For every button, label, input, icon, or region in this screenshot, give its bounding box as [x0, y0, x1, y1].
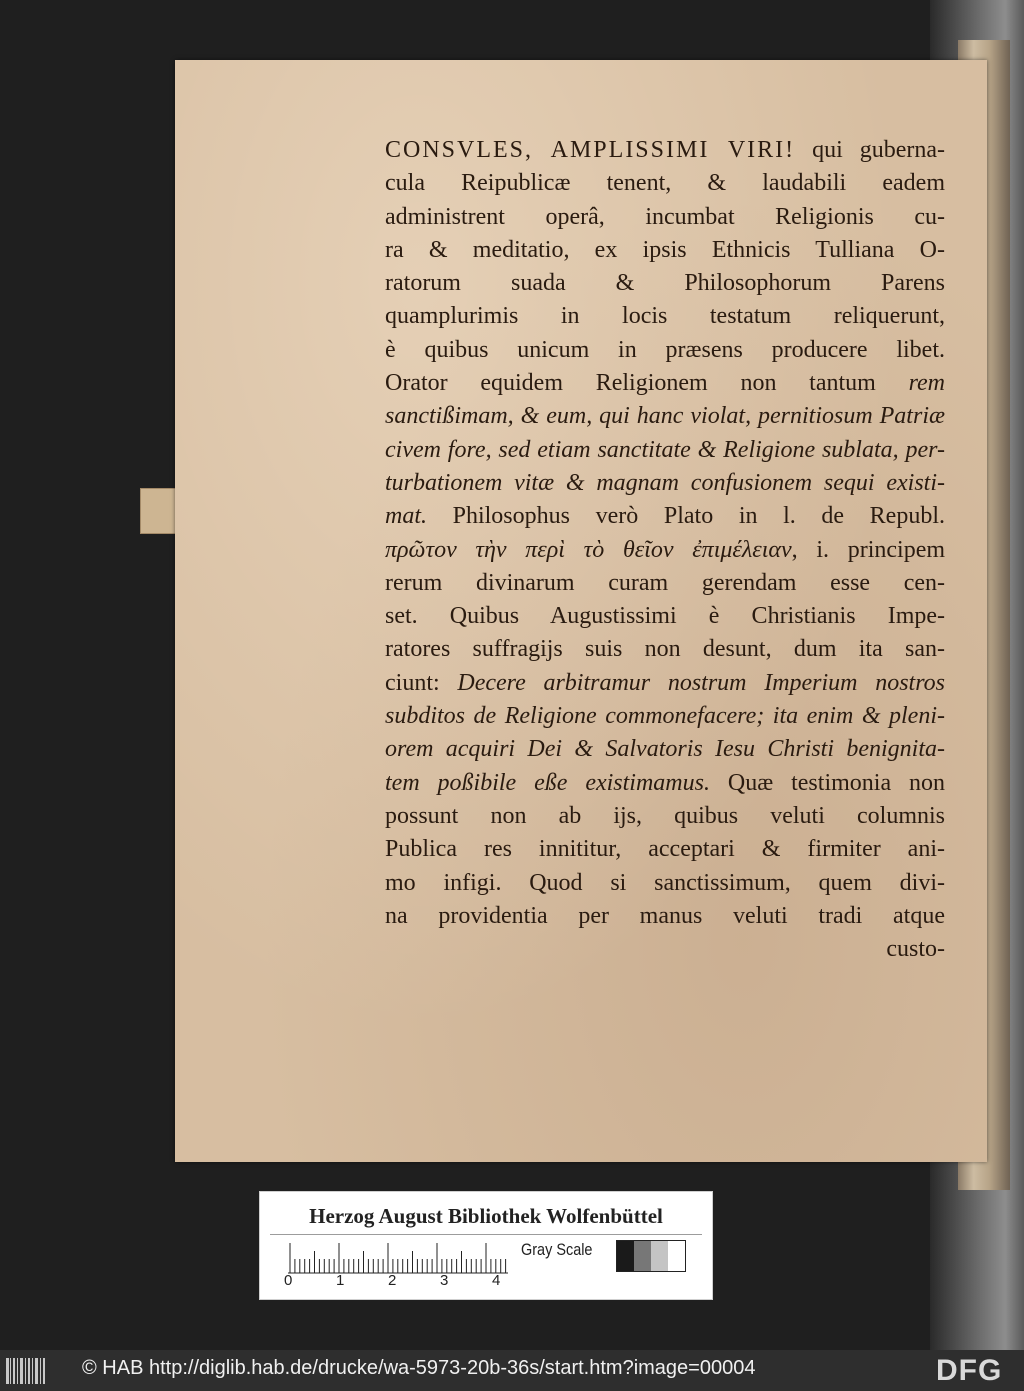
card-divider — [270, 1234, 702, 1235]
text-segment: Quæ testimonia non — [709, 769, 945, 796]
copyright-url[interactable]: © HAB http://diglib.hab.de/drucke/wa-5973-20b-36s/start.htm?image=00004 — [82, 1357, 756, 1379]
text-segment: Orator equidem Religionem non tantum — [385, 370, 909, 397]
gray-swatch — [668, 1241, 685, 1271]
ruler-number: 4 — [492, 1272, 501, 1289]
barcode-bar — [43, 1358, 45, 1384]
barcode-bar — [17, 1358, 18, 1384]
text-segment: turbationem vitæ & magnam confusionem sequi existi- — [385, 469, 945, 496]
barcode-bar — [25, 1358, 26, 1384]
text-line — [385, 767, 945, 800]
dfg-logo: DFG — [936, 1354, 1003, 1387]
text-segment: custo- — [886, 936, 945, 963]
barcode-icon — [6, 1358, 46, 1384]
footer-bar — [0, 1350, 1024, 1391]
ruler — [288, 1240, 508, 1274]
text-line — [385, 633, 945, 666]
text-segment: mat. — [385, 503, 427, 530]
text-segment: πρῶτον τὴν περὶ τὸ θεῖον ἐπιμέλειαν — [385, 536, 792, 563]
text-segment: administrent operâ, incumbat Religionis cu- — [385, 203, 945, 230]
ruler-number: 0 — [284, 1272, 293, 1289]
text-segment: possunt non ab ijs, quibus veluti columnis — [385, 802, 945, 829]
text-line — [385, 267, 945, 300]
barcode-bar — [35, 1358, 38, 1384]
text-segment: ciunt: — [385, 669, 458, 696]
color-scale-card — [259, 1191, 713, 1300]
text-segment: set. Quibus Augustissimi è Christianis Impe- — [385, 603, 945, 630]
text-line — [385, 467, 945, 500]
text-segment: orem acquiri Dei & Salvatoris Iesu Christi benignita- — [385, 736, 945, 763]
text-segment: cula Reipublicæ tenent, & laudabili eadem — [385, 170, 945, 197]
text-line — [385, 900, 945, 933]
text-line — [385, 700, 945, 733]
text-segment: subditos de Religione commonefacere; ita enim & pleni- — [385, 703, 945, 730]
text-line — [385, 167, 945, 200]
text-line — [385, 867, 945, 900]
ruler-number: 1 — [336, 1272, 345, 1289]
text-segment: Philosophus verò Plato in l. de Republ. — [427, 503, 945, 530]
text-segment: mo infigi. Quod si sanctissimum, quem divi- — [385, 869, 945, 896]
gray-swatch — [617, 1241, 634, 1271]
text-line — [385, 534, 945, 567]
text-segment: CONSVLES, AMPLISSIMI VIRI! — [385, 137, 796, 163]
ruler-number: 3 — [440, 1272, 449, 1289]
text-line — [385, 300, 945, 333]
text-line — [385, 201, 945, 234]
gray-swatch — [651, 1241, 668, 1271]
text-line — [385, 134, 945, 167]
text-segment: , i. principem — [791, 536, 946, 563]
text-segment: ratores suffragijs suis non desunt, dum ita san- — [385, 636, 945, 663]
text-line — [385, 367, 945, 400]
text-line — [385, 833, 945, 866]
barcode-bar — [13, 1358, 15, 1384]
text-segment: è quibus unicum in præsens producere libet. — [385, 336, 945, 363]
text-line — [385, 334, 945, 367]
book-page — [175, 60, 987, 1162]
barcode-bar — [40, 1358, 41, 1384]
text-segment: quamplurimis in locis testatum reliquerunt, — [385, 303, 945, 330]
text-segment: ra & meditatio, ex ipsis Ethnicis Tulliana O- — [385, 236, 945, 263]
barcode-bar — [32, 1358, 33, 1384]
text-line — [385, 800, 945, 833]
page-tab — [140, 488, 180, 534]
text-segment: rem — [908, 370, 945, 397]
text-line — [385, 400, 945, 433]
text-line — [385, 600, 945, 633]
page-text — [385, 134, 945, 966]
gray-scale-swatches — [616, 1240, 686, 1272]
text-segment: Publica res innititur, acceptari & firmiter ani- — [385, 836, 945, 863]
gray-scale-label: Gray Scale — [521, 1240, 593, 1259]
text-line — [385, 434, 945, 467]
text-segment: na providentia per manus veluti tradi atque — [385, 902, 945, 929]
barcode-bar — [20, 1358, 23, 1384]
text-segment: sanctißimam, & eum, qui hanc violat, pernitiosum Patriæ — [385, 403, 945, 430]
text-segment: tem poßibile eße existimamus. — [385, 769, 710, 796]
gray-swatch — [634, 1241, 651, 1271]
ruler-number: 2 — [388, 1272, 397, 1289]
text-line — [385, 567, 945, 600]
text-segment: ratorum suada & Philosophorum Parens — [385, 270, 945, 297]
text-segment: qui guberna- — [795, 137, 945, 163]
text-line — [385, 733, 945, 766]
barcode-bar — [10, 1358, 11, 1384]
text-segment: civem fore, sed etiam sanctitate & Religione sublata, per- — [385, 436, 945, 463]
text-line — [385, 933, 945, 966]
text-line — [385, 500, 945, 533]
text-segment: rerum divinarum curam gerendam esse cen- — [385, 569, 945, 596]
barcode-bar — [6, 1358, 9, 1384]
barcode-bar — [28, 1358, 30, 1384]
library-name: Herzog August Bibliothek Wolfenbüttel — [309, 1204, 663, 1228]
text-segment: Decere arbitramur nostrum Imperium nostros — [457, 669, 946, 696]
text-line — [385, 667, 945, 700]
text-line — [385, 234, 945, 267]
